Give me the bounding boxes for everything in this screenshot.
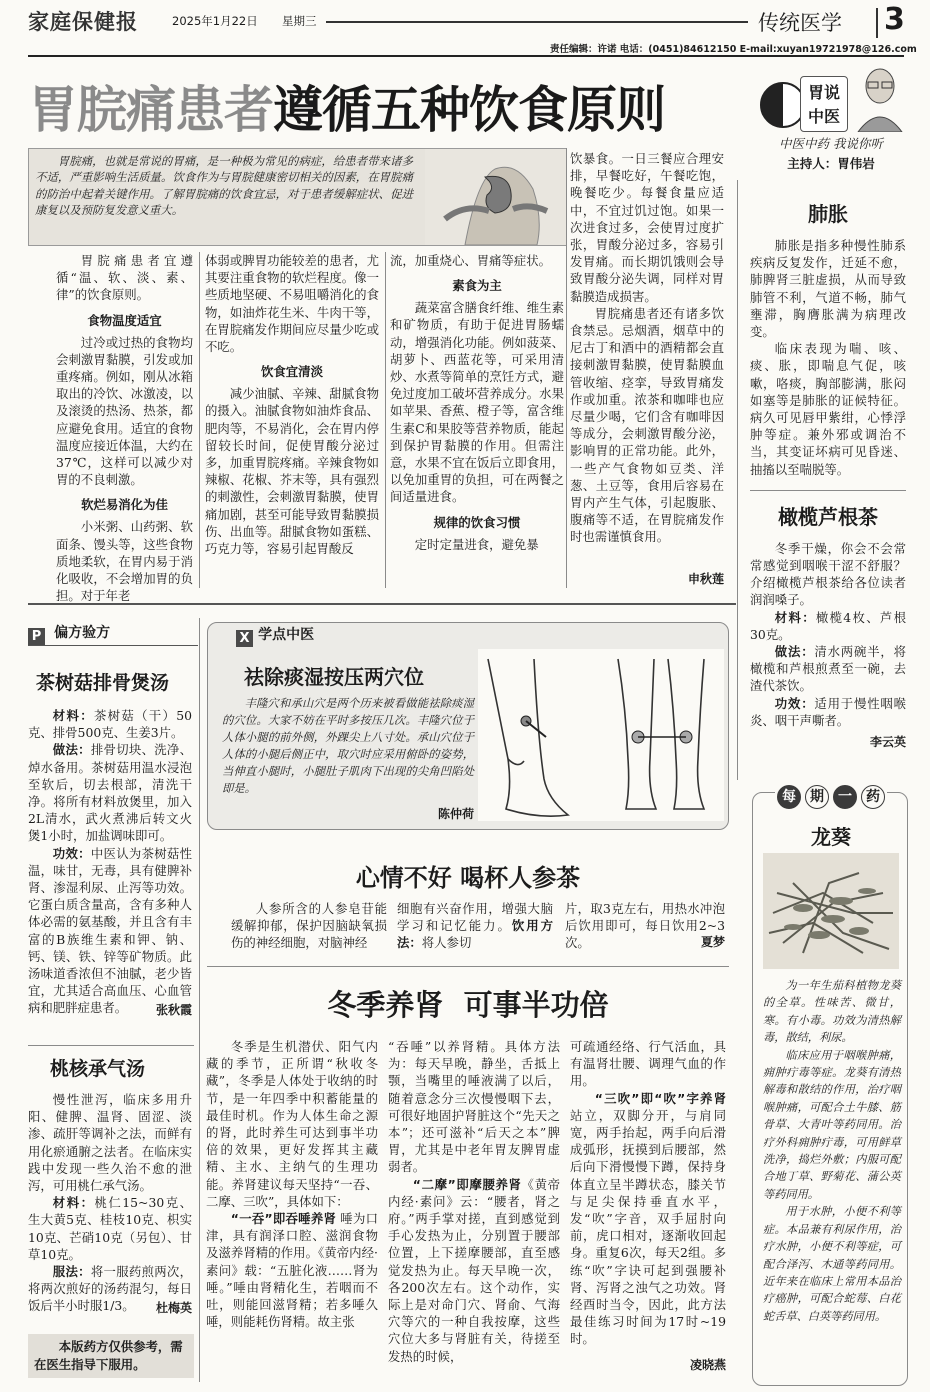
tea-effect — [750, 695, 906, 729]
herb-box — [752, 789, 908, 1386]
main-subheading: 素食为主 — [452, 278, 502, 294]
masthead — [28, 4, 904, 44]
tea-paragraph: 冬季干燥，你会不会常常感觉到咽喉干涩不舒服？介绍橄榄芦根茶给各位读者润润嗓子。 — [750, 540, 906, 608]
lead-box — [28, 148, 566, 246]
headline-part2: 遵循五种饮食原则 — [273, 80, 665, 139]
herb-banner-char: 一 — [833, 785, 857, 809]
headline — [28, 70, 748, 140]
sidebar-title-tea: 橄榄芦根茶 — [778, 504, 878, 529]
logo-name-line2: 中医 — [807, 107, 840, 126]
pianfang-notice: 本版药方仅供参考，需在医生指导下服用。 — [28, 1334, 194, 1378]
xuedian-header — [236, 627, 436, 647]
column-slogan: 中医中药 我说你听 — [779, 136, 883, 151]
main-paragraph: 饮暴食。一日三餐应合理安排，早餐吃好，午餐吃饱，晚餐吃少。每餐食量应适中，不宜过饥过饱。如果一次进食过多，会使胃过度扩张，胃酸分泌过多，容易引发胃痛。而长期饥饿则会导致胃酸分泌失调，同样对胃黏膜造成损害。 — [570, 151, 724, 304]
stomach-illustration — [425, 149, 567, 245]
sidebar-paragraph: 肺胀是指多种慢性肺系疾病反复发作，迁延不愈，肺脾肾三脏虚损，从而导致肺管不利，气道不畅，肺气壅滞，胸膺胀满为病理改变。 — [750, 238, 906, 340]
recipe-2-material-text: 桃仁15~30克、生大黄5克、桂枝10克、枳实10克、芒硝10克（另包）、甘草10克。 — [28, 1195, 193, 1262]
main-subheading: 软烂易消化为佳 — [81, 497, 168, 513]
kidney-method-text: 唾为口津，具有润泽口腔、滋润食物及滋养肾精的作用。《黄帝内经·素问》载：“五脏化液……肾为唾。”唾由肾精化生，若咽而不吐，则能回滋肾精；若多唾久唾，则能耗伤肾精。故主张 — [206, 1211, 378, 1330]
sidebar-title-feizhang: 肺胀 — [808, 202, 848, 226]
recipe-1-material-text: 茶树菇（干）50克、排骨500克、生姜3片。 — [28, 708, 192, 741]
kidney-column-2 — [388, 1038, 560, 1365]
tea-method — [750, 643, 906, 695]
recipe-1-title: 茶树菇排骨煲汤 — [36, 672, 170, 694]
kidney-paragraph — [388, 1176, 560, 1365]
ginseng-rule — [207, 966, 729, 967]
sidebar-divider — [737, 180, 738, 780]
recipe-1-effect — [28, 845, 192, 1017]
kidney-title: 冬季养肾 可事半功倍 — [327, 988, 609, 1022]
xuedian-text: 丰隆穴和承山穴是两个历来被看做能祛除痰湿的穴位。大家不妨在平时多按压几次。丰隆穴位于人体小腿的前外侧，外踝尖上八寸处。承山穴位于人体的小腿后侧正中，取穴时应采用俯卧的姿势，当伸直小腿时，小腿肚子肌肉下出现的尖角凹陷处即是。 — [222, 697, 474, 795]
pianfang-tag-icon: P — [28, 628, 45, 645]
section-rule — [28, 603, 736, 605]
herb-banner-char: 期 — [805, 785, 829, 809]
issue-date: 2025年1月22日 — [172, 14, 258, 28]
recipe-2-usage-label: 服法： — [52, 1264, 91, 1280]
kidney-paragraph: 可疏通经络、行气活血，具有温肾壮腰、调理气血的作用。 — [570, 1039, 726, 1089]
acupoint-illustration — [478, 649, 724, 821]
main-author — [570, 570, 724, 587]
recipe-rule — [28, 1045, 194, 1046]
herb-banner-char: 每 — [777, 785, 801, 809]
sidebar-paragraph: 临床表现为喘、咳、痰、胀，即喘息气促，咳嗽，咯痰，胸部膨满，胀闷如塞等是肺胀的证候特征。病久可见唇甲紫绀，心悸浮肿等症。兼外邪或调治不当，其变证坏病可见昏迷、抽搐以至喘脱等。 — [750, 341, 906, 477]
sidebar-top — [750, 198, 906, 750]
herb-text — [763, 977, 901, 1325]
column-divider — [566, 148, 567, 588]
column-divider — [199, 252, 200, 588]
ginseng-title: 心情不好 喝杯人参茶 — [355, 864, 581, 892]
recipe-1-method-label: 做法： — [52, 742, 91, 758]
page-number: 3 — [884, 2, 905, 37]
kidney-author-wrap — [570, 1356, 726, 1373]
pianfang-header-rule — [28, 645, 198, 646]
sidebar-rule — [750, 490, 906, 491]
recipe-2-author: 杜梅英 — [155, 1300, 192, 1315]
main-paragraph: 体弱或脾胃功能较差的患者，尤其要注重食物的软烂程度。像一些质地坚硬、不易咀嚼消化的食物，如油炸花生米、牛肉干等，在胃脘痛发作期间应尽量少吃或不吃。 — [205, 253, 379, 355]
kidney-method-label: “二摩”即摩腰养肾 — [412, 1176, 522, 1192]
kidney-author: 凌晓燕 — [689, 1358, 726, 1372]
pianfang-header — [28, 625, 198, 647]
logo-badge — [800, 76, 848, 132]
herb-paragraph: 用于水肿，小便不利等症。本品兼有利尿作用，治疗水肿，小便不利等症，可配合泽泻、木通等药同用。近年来在临床上常用本品治疗癌肿，可配合蛇莓、白花蛇舌草、白英等药同用。 — [763, 1205, 901, 1323]
tea-effect-text: 适用于慢性咽喉炎、咽干声嘶者。 — [750, 695, 907, 728]
recipe-1-effect-label: 功效： — [52, 845, 91, 861]
tea-material — [750, 609, 906, 643]
tea-material-label: 材料： — [774, 609, 816, 625]
xuedian-tag-icon: X — [236, 630, 253, 647]
kidney-paragraph: 冬季是生机潜伏、阳气内藏的季节，正所谓“秋收冬藏”，冬季是人体处于收纳的时节，是一年四季中积蓄能量的最佳时机。作为人体生命之源的肾，此时养生可达到事半功倍的效果，更好发挥其主藏精、主水、主纳气的生理功能。养肾建议每天坚持“一吞、二摩、三吹”，具体如下： — [206, 1039, 378, 1209]
main-paragraph: 蔬菜富含膳食纤维、维生素和矿物质，有助于促进胃肠蠕动，增强消化功能。例如菠菜、胡萝卜、西蓝花等，可采用清炒、水煮等简单的烹饪方式，避免过度加工破坏营养成分。水果如苹果、香蕉、橙子等，富含维生素C和果胶等营养物质，能起到保护胃黏膜的作用。但需注意，水果不宜在饭后立即食用，以免加重胃的负担，可在两餐之间适量进食。 — [390, 300, 564, 505]
tea-method-label: 做法： — [774, 644, 815, 660]
recipe-1-method — [28, 741, 192, 844]
column-logo — [748, 66, 908, 176]
tea-material-text: 橄榄4枚、芦根30克。 — [750, 609, 906, 642]
main-subheading: 食物温度适宜 — [87, 312, 162, 328]
column-divider — [199, 618, 200, 1382]
recipe-2-material — [28, 1194, 192, 1263]
main-paragraph: 流，加重烧心、胃痛等症状。 — [390, 253, 552, 268]
lead-text: 胃脘痛，也就是常说的胃痛，是一种极为常见的病症，给患者带来诸多不适，严重影响生活质量。饮食作为与胃脘健康密切相关的因素，在胃脘痛的防治中起着关键作用。了解胃脘痛的饮食宜忌，对于患者缓解症状、促进康复以及预防复发意义重大。 — [35, 154, 413, 218]
ginseng-method-label: 饮用方法： — [397, 918, 554, 951]
recipe-2-usage-text: 将一服药煎两次，将两次煎好的汤药混匀，每日饭后半小时服1/3。 — [28, 1264, 193, 1314]
kidney-column-1 — [206, 1038, 378, 1330]
xuedian-title: 祛除痰湿按压两穴位 — [244, 665, 424, 689]
main-paragraph: 定时定量进食，避免暴 — [414, 536, 539, 552]
herb-name: 龙葵 — [811, 825, 851, 849]
main-paragraph: 小米粥、山药粥、软面条、馒头等，这些食物质地柔软，在胃内易于消化吸收，不会增加胃的负担。对于年老 — [56, 519, 193, 604]
logo-name-line1: 胃说 — [807, 83, 840, 102]
recipe-1-material — [28, 707, 192, 741]
main-subheading: 规律的饮食习惯 — [433, 514, 521, 530]
masthead-bottom-rule — [28, 55, 904, 57]
kidney-method-label: “三吹”即“吹”字养肾 — [594, 1090, 726, 1106]
herb-paragraph: 为一年生茄科植物龙葵的全草。性味苦、微甘，寒。有小毒。功效为清热解毒，散结，利尿。 — [763, 979, 901, 1045]
recipe-2-intro: 慢性泄泻，临床多用升阳、健脾、温肾、固涩、淡渗、疏肝等调补之法，而鲜有用化瘀通腑之法者。在临床实践中发现一些久治不愈的泄泻，可用桃仁承气汤。 — [28, 1092, 192, 1194]
kidney-method-text: 《黄帝内经·素问》云：“腰者，肾之府。”两手掌对搓，直到感觉到手心发热为止，分别置于腰部位置，上下搓摩腰部，直至感觉发热为止。每天早晚一次，各200次左右。这个动作，实际上是对命门穴、肾俞、气海穴等穴的一种自我按摩，这些穴位大多与肾脏有关，待搓至发热的时候， — [388, 1176, 560, 1364]
xuedian-author: 陈仲荷 — [437, 807, 474, 821]
issue-weekday: 星期三 — [282, 14, 317, 28]
ginseng-col2 — [397, 900, 553, 952]
herb-photo — [763, 853, 899, 969]
column-divider — [385, 252, 386, 588]
main-author-name: 申秋莲 — [687, 572, 724, 586]
main-column-1 — [56, 252, 193, 604]
kidney-paragraph: “吞唾”以养肾精。具体方法为：每天早晚，静坐，舌抵上颚，当嘴里的唾液满了以后，随着意念分三次慢慢咽下去，可很好地固护肾脏这个“先天之本”；还可滋补“后天之本”脾胃，尤其是中老年胃友脾胃虚弱者。 — [388, 1039, 560, 1175]
tea-effect-label: 功效： — [774, 695, 815, 711]
kidney-column-3 — [570, 1038, 726, 1348]
recipe-1-method-text: 排骨切块、洗净、焯水备用。茶树菇用温水浸泡至软后，切去根部，清洗干净。将所有材料放煲里，加入2L清水，武火煮沸后转文火煲1小时，加盐调味即可。 — [28, 742, 193, 844]
pianfang-section: 偏方验方 — [54, 625, 111, 641]
tea-author: 李云英 — [869, 735, 906, 750]
ginseng-col2-text: 细胞有兴奋作用，增强大脑学习和记忆能力。 — [397, 901, 553, 934]
kidney-method-text: 站立，双脚分开，与肩同宽，两手抬起，两手向后滑成弧形，抚摸到后腰部，然后向下滑慢慢下蹲，保持身体直立呈半蹲状态，膝关节与足尖保持垂直水平，发“吹”字音，双手屈肘向前，虎口相对，逐渐收回起身。重复6次，每天2组。多练“吹”字诀可起到强腰补肾、泻肾之浊气之功效。肾经酉时当令，因此，此方法最佳练习时间为17时~19时。 — [570, 1107, 726, 1347]
ginseng-col2-text-b: 将人参切 — [421, 935, 472, 951]
recipe-1-material-label: 材料： — [52, 708, 94, 723]
herb-banner-char: 药 — [861, 785, 885, 809]
section-name: 传统医学 — [758, 11, 842, 35]
main-column-2 — [205, 252, 379, 557]
kidney-paragraph — [206, 1210, 378, 1330]
editor-line: 责任编辑：许诺 电话：(0451)84612150 E-mail:xuyan19721978@126.com — [550, 44, 917, 55]
tea-method-text: 清水两碗半，将橄榄和芦根煎煮至一碗，去渣代茶饮。 — [750, 644, 907, 694]
main-column-3 — [390, 252, 564, 553]
headline-part1: 胃脘痛患者 — [28, 81, 273, 139]
recipe-1 — [28, 668, 192, 1018]
ginseng-col3 — [565, 900, 725, 952]
host-portrait-icon — [856, 66, 904, 132]
kidney-method-label: “一吞”即吞唾养肾 — [230, 1211, 337, 1227]
xuedian-section: 学点中医 — [258, 627, 315, 643]
section-divider — [876, 8, 878, 38]
main-paragraph: 过冷或过热的食物均会刺激胃黏膜，引发或加重疼痛。例如，刚从冰箱取出的冷饮、冰激凌，以及滚烫的热汤、热茶，都应避免食用。适宜的食物温度应接近体温，大约在37℃，这样可以减少对胃的不良刺激。 — [56, 334, 193, 488]
paper-name: 家庭保健报 — [28, 10, 138, 34]
recipe-2-title: 桃核承气汤 — [50, 1058, 146, 1080]
main-paragraph: 减少油腻、辛辣、甜腻食物的摄入。油腻食物如油炸食品、肥肉等，不易消化，会在胃内停留较长时间，促使胃酸分泌过多，加重胃脘疼痛。辛辣食物如辣椒、花椒、芥末等，具有强烈的刺激性，会刺激胃黏膜，使胃痛加剧，甚至可能导致胃黏膜损伤、出血等。甜腻食物如蛋糕、巧克力等，容易引起胃酸反 — [205, 386, 379, 557]
ginseng-author: 夏梦 — [700, 935, 725, 950]
ginseng-col1: 人参所含的人参皂苷能缓解抑郁，保护因脑缺氧损伤的神经细胞，对脑神经 — [231, 901, 387, 951]
main-paragraph: 胃脘痛患者还有诸多饮食禁忌。忌烟酒，烟草中的尼古丁和酒中的酒精都会直接刺激胃黏膜，使胃黏膜血管收缩、痉挛，导致胃痛发作或加重。浓茶和咖啡也应尽量少喝，它们含有咖啡因等成分，会刺激胃酸分泌，影响胃的正常功能。此外，一些产气食物如豆类、洋葱、土豆等，食用后容易在胃内产生气体，引起腹胀、腹痛等不适，在胃脘痛发作时也需谨慎食用。 — [570, 305, 724, 545]
column-host: 主持人：胃伟岩 — [787, 156, 875, 171]
herb-banner — [775, 785, 887, 813]
main-paragraph: 胃脘痛患者宜遵循“温、软、淡、素、律”的饮食原则。 — [56, 253, 193, 303]
masthead-rule — [326, 21, 748, 23]
recipe-2 — [28, 1054, 192, 1316]
herb-paragraph: 临床应用于咽喉肿痛，痈肿疔毒等症。龙葵有清热解毒和散结的作用，治疗咽喉肿痛，可配合土牛膝、筋骨草、大青叶等药同用。治疗外科痈肿疔毒，可用鲜草洗净，捣烂外敷；内服可配合地丁草、野菊花、蒲公英等药同用。 — [763, 1048, 901, 1201]
kidney-paragraph — [570, 1090, 726, 1348]
ginseng-col3-text: 片，取3克左右，用热水冲泡后饮用即可，每日饮用2~3次。 — [565, 901, 725, 951]
recipe-2-material-label: 材料： — [52, 1195, 95, 1211]
main-subheading: 饮食宜清淡 — [261, 364, 323, 380]
recipe-1-effect-text: 中医认为茶树菇性温，味甘，无毒，具有健脾补肾、渗湿利尿、止泻等功效。它蛋白质含量高，含有多种人体必需的氨基酸，并且含有丰富的B族维生素和钾、钠、钙、镁、铁、锌等矿物质。此汤味道香浓但不油腻，老少皆宜，尤其适合高血压、心血管病和肥胖症患者。 — [28, 845, 193, 1016]
recipe-1-author: 张秋霞 — [155, 1002, 192, 1017]
main-column-4 — [570, 150, 724, 546]
xuedian-box — [207, 622, 729, 830]
